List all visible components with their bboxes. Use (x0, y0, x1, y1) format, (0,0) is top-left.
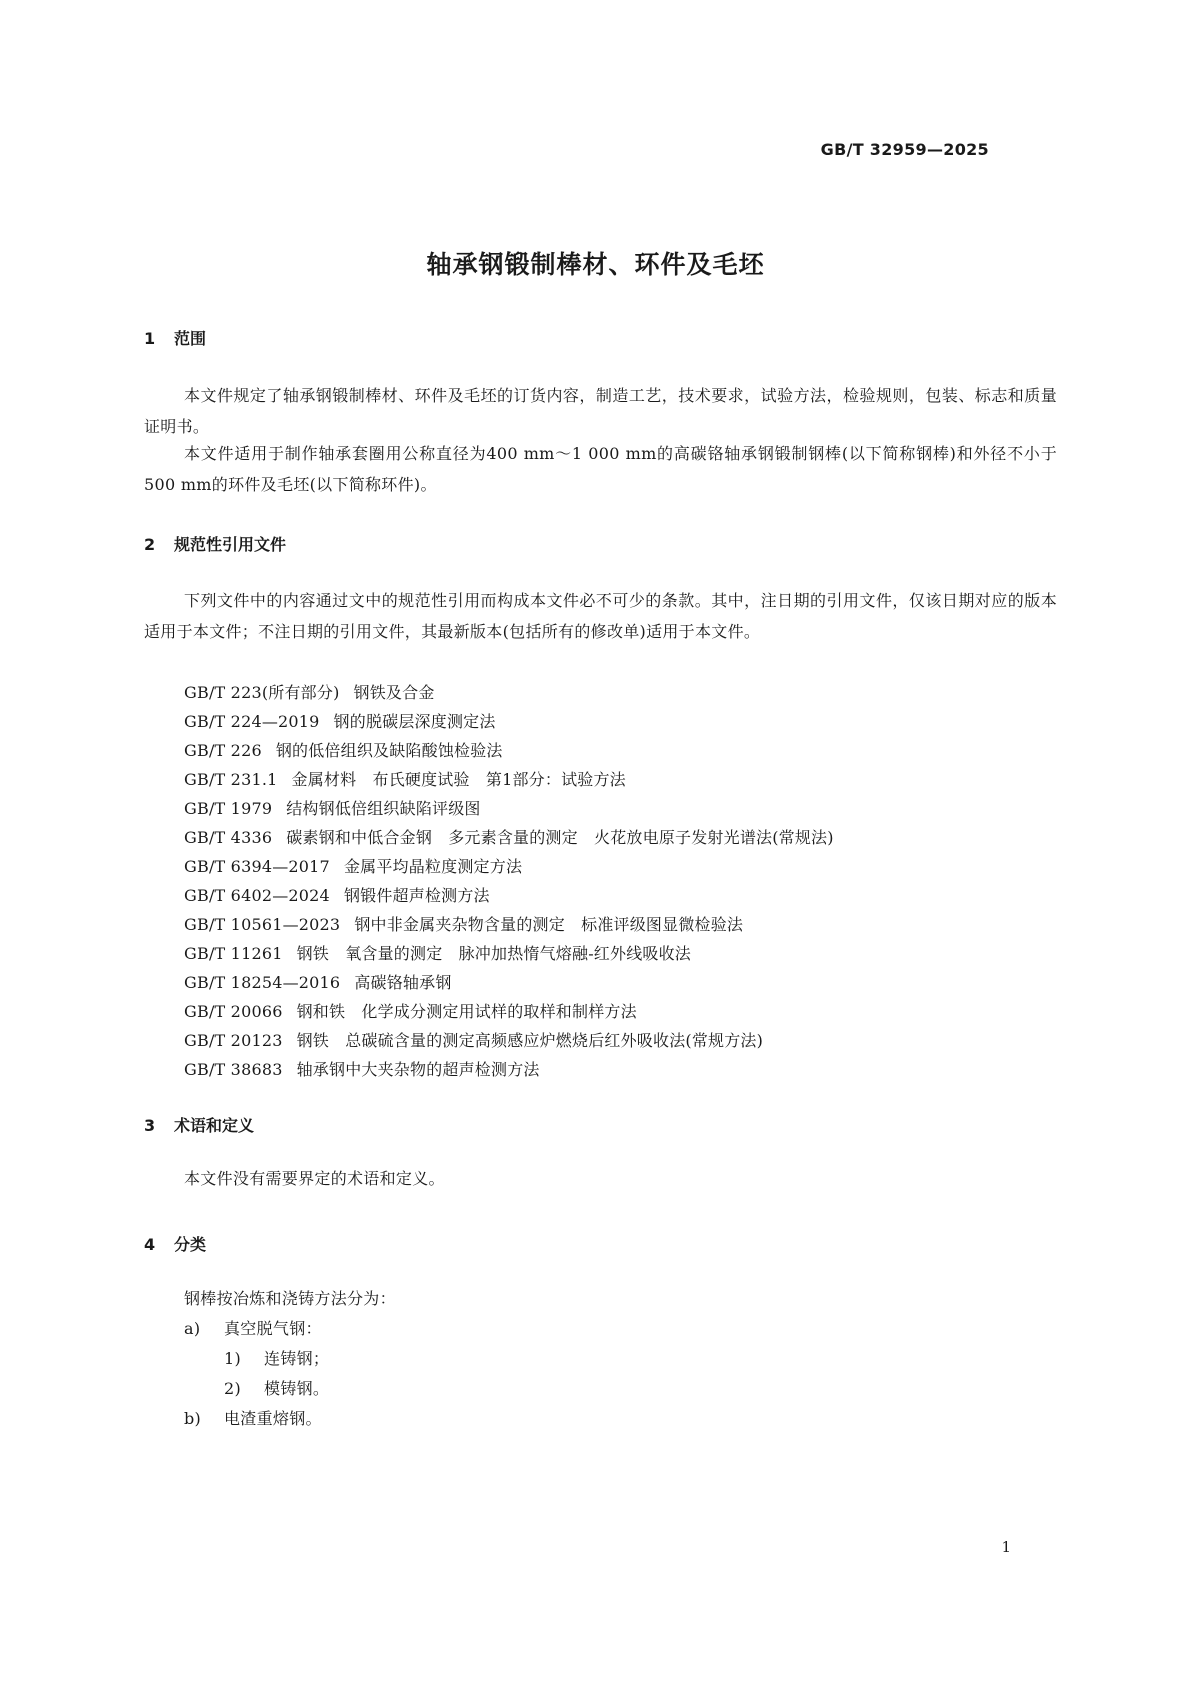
reference-title: 钢锻件超声检测方法 (343, 886, 490, 905)
list-marker: 2) (224, 1379, 242, 1398)
section-title: 规范性引用文件 (174, 535, 287, 554)
reference-title: 高碳铬轴承钢 (354, 973, 452, 992)
reference-code: GB/T 20123 (184, 1031, 283, 1050)
list-item-a2 (224, 1376, 329, 1399)
reference-item (184, 680, 435, 703)
reference-code: GB/T 6394—2017 (184, 857, 330, 876)
reference-item (184, 767, 626, 790)
section-number: 4 (144, 1235, 156, 1254)
reference-title: 结构钢低倍组织缺陷评级图 (286, 799, 481, 818)
reference-title: 碳素钢和中低合金钢 多元素含量的测定 火花放电原子发射光谱法(常规法) (286, 828, 834, 847)
reference-item (184, 912, 743, 935)
classification-intro: 钢棒按冶炼和浇铸方法分为： (184, 1289, 396, 1308)
page-number: 1 (1001, 1538, 1011, 1556)
reference-item (184, 738, 503, 761)
reference-item (184, 854, 522, 877)
reference-code: GB/T 4336 (184, 828, 273, 847)
list-item-b (184, 1406, 322, 1429)
reference-item (184, 709, 496, 732)
reference-title: 钢铁 总碳硫含量的测定高频感应炉燃烧后红外吸收法(常规方法) (296, 1031, 764, 1050)
reference-title: 钢的脱碳层深度测定法 (333, 712, 496, 731)
section-2-heading (144, 532, 286, 555)
reference-code: GB/T 10561—2023 (184, 915, 341, 934)
list-text: 连铸钢； (264, 1349, 330, 1368)
reference-code: GB/T 18254—2016 (184, 973, 341, 992)
section-number: 1 (144, 329, 156, 348)
section-3-heading (144, 1113, 254, 1136)
reference-title: 钢铁 氧含量的测定 脉冲加热惰气熔融-红外线吸收法 (296, 944, 692, 963)
scope-paragraph-1: 本文件规定了轴承钢锻制棒材、环件及毛坯的订货内容，制造工艺，技术要求，试验方法，检验规则，包装、标志和质量证明书。 (144, 386, 1057, 436)
reference-item (184, 999, 637, 1022)
reference-code: GB/T 226 (184, 741, 262, 760)
list-marker: b) (184, 1409, 202, 1428)
list-marker: 1) (224, 1349, 242, 1368)
reference-code: GB/T 11261 (184, 944, 283, 963)
reference-title: 钢铁及合金 (353, 683, 435, 702)
standard-code: GB/T 32959—2025 (820, 140, 989, 159)
reference-title: 钢中非金属夹杂物含量的测定 标准评级图显微检验法 (354, 915, 744, 934)
document-title: 轴承钢锻制棒材、环件及毛坯 (426, 250, 765, 279)
reference-item (184, 796, 481, 819)
reference-code: GB/T 1979 (184, 799, 273, 818)
reference-item (184, 883, 490, 906)
reference-title: 轴承钢中大夹杂物的超声检测方法 (296, 1060, 540, 1079)
reference-title: 钢的低倍组织及缺陷酸蚀检验法 (275, 741, 503, 760)
list-item-a1 (224, 1346, 329, 1369)
reference-title: 金属材料 布氏硬度试验 第1部分：试验方法 (291, 770, 626, 789)
reference-item (184, 1028, 763, 1051)
reference-code: GB/T 6402—2024 (184, 886, 330, 905)
section-title: 分类 (174, 1235, 207, 1254)
section-1-heading (144, 326, 206, 349)
section-number: 3 (144, 1116, 156, 1135)
reference-item (184, 941, 691, 964)
reference-code: GB/T 231.1 (184, 770, 278, 789)
list-text: 模铸钢。 (264, 1379, 330, 1398)
list-text: 电渣重熔钢。 (224, 1409, 322, 1428)
section-title: 术语和定义 (174, 1116, 255, 1135)
list-marker: a) (184, 1319, 201, 1338)
section-title: 范围 (174, 329, 207, 348)
scope-paragraph-2: 本文件适用于制作轴承套圈用公称直径为400 mm～1 000 mm的高碳铬轴承钢锻制钢棒(以下简称钢棒)和外径不小于500 mm的环件及毛坯(以下简称环件)。 (144, 444, 1057, 494)
reference-title: 金属平均晶粒度测定方法 (343, 857, 523, 876)
list-text: 真空脱气钢： (224, 1319, 322, 1338)
normative-intro: 下列文件中的内容通过文中的规范性引用而构成本文件必不可少的条款。其中，注日期的引用文件，仅该日期对应的版本适用于本文件；不注日期的引用文件，其最新版本(包括所有的修改单)适用于本文件。 (144, 591, 1057, 641)
reference-code: GB/T 223(所有部分) (184, 683, 340, 702)
section-4-heading (144, 1232, 206, 1255)
reference-item (184, 1057, 540, 1080)
reference-code: GB/T 20066 (184, 1002, 283, 1021)
reference-item (184, 825, 834, 848)
reference-code: GB/T 224—2019 (184, 712, 320, 731)
terms-text: 本文件没有需要界定的术语和定义。 (184, 1169, 445, 1188)
reference-code: GB/T 38683 (184, 1060, 283, 1079)
reference-item (184, 970, 452, 993)
list-item-a (184, 1316, 322, 1339)
section-number: 2 (144, 535, 156, 554)
reference-title: 钢和铁 化学成分测定用试样的取样和制样方法 (296, 1002, 637, 1021)
